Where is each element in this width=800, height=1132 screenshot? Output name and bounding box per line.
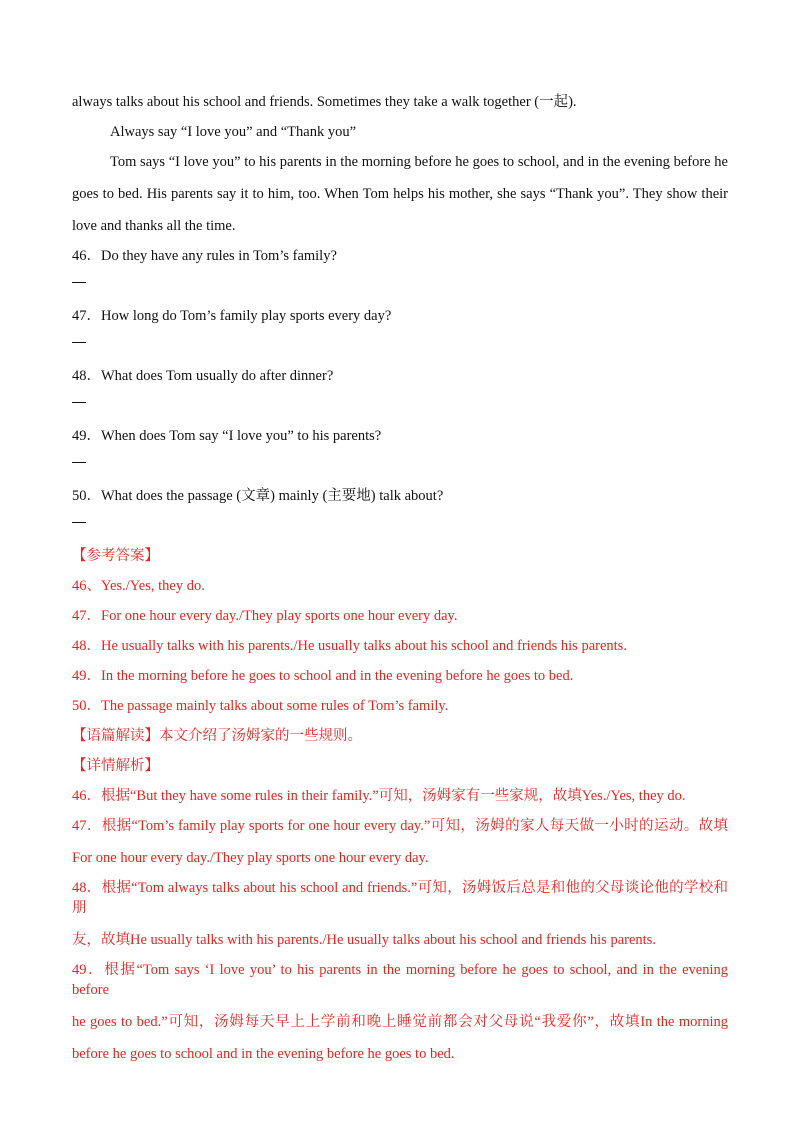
analysis-47-line: 47．根据“Tom’s family play sports for one hour every day.”可知，汤姆的家人每天做一小时的运动。故填 [72, 818, 728, 834]
summary-text: 本文介绍了汤姆家的一些规则。 [159, 728, 362, 744]
answer-49: 49．In the morning before he goes to school and in the evening before he goes to bed. [72, 668, 574, 684]
question-50: 50．What does the passage (文章) mainly (主要地) talk about? [72, 488, 444, 504]
question-46: 46．Do they have any rules in Tom’s family? [72, 248, 337, 264]
summary-line [72, 726, 728, 746]
summary-heading: 【语篇解读】 [72, 728, 159, 744]
passage-heading: Always say “I love you” and “Thank you” [110, 124, 357, 140]
answer-blank[interactable] [72, 276, 728, 296]
analysis-section [72, 756, 728, 1064]
answer-blank[interactable] [72, 336, 728, 356]
answer-blank[interactable] [72, 456, 728, 476]
answer-47: 47．For one hour every day./They play sports one hour every day. [72, 608, 458, 624]
answer-key-heading: 【参考答案】 [72, 548, 159, 564]
question-49: 49．When does Tom say “I love you” to his parents? [72, 428, 382, 444]
passage-line: always talks about his school and friends. Sometimes they take a walk together (一起). [72, 94, 577, 110]
reading-passage [72, 92, 728, 236]
analysis-49-line: he goes to bed.”可知，汤姆每天早上上学前和晚上睡觉前都会对父母说“我爱你”，故填In the morning [72, 1014, 728, 1030]
analysis-49-line: before he goes to school and in the evening before he goes to bed. [72, 1046, 455, 1062]
analysis-49-line: 49．根据“Tom says ‘I love you’ to his parents in the morning before he goes to school, and in the evening before [72, 962, 728, 998]
passage-line: Tom says “I love you” to his parents in the morning before he goes to school, and in the evening before he [110, 154, 728, 170]
analysis-48-line: 友，故填He usually talks with his parents./He usually talks about his school and friends his parents. [72, 932, 656, 948]
answer-key-section [72, 546, 728, 716]
passage-line: goes to bed. His parents say it to him, too. When Tom helps his mother, she says “Thank you”. They show their [72, 186, 728, 202]
analysis-heading: 【详情解析】 [72, 758, 159, 774]
answer-50: 50．The passage mainly talks about some rules of Tom’s family. [72, 698, 449, 714]
analysis-46: 46．根据“But they have some rules in their family.”可知，汤姆家有一些家规，故填Yes./Yes, they do. [72, 788, 686, 804]
question-47: 47．How long do Tom’s family play sports every day? [72, 308, 392, 324]
analysis-47-line: For one hour every day./They play sports one hour every day. [72, 850, 429, 866]
analysis-48-line: 48．根据“Tom always talks about his school and friends.”可知，汤姆饭后总是和他的父母谈论他的学校和朋 [72, 880, 728, 916]
answer-blank[interactable] [72, 396, 728, 416]
summary-section [72, 726, 728, 746]
answer-46: 46、Yes./Yes, they do. [72, 578, 205, 594]
question-list [72, 246, 728, 536]
question-48: 48．What does Tom usually do after dinner? [72, 368, 334, 384]
answer-48: 48．He usually talks with his parents./He usually talks about his school and friends his parents. [72, 638, 627, 654]
passage-line: love and thanks all the time. [72, 218, 236, 234]
document-page [72, 92, 728, 1064]
answer-blank[interactable] [72, 516, 728, 536]
